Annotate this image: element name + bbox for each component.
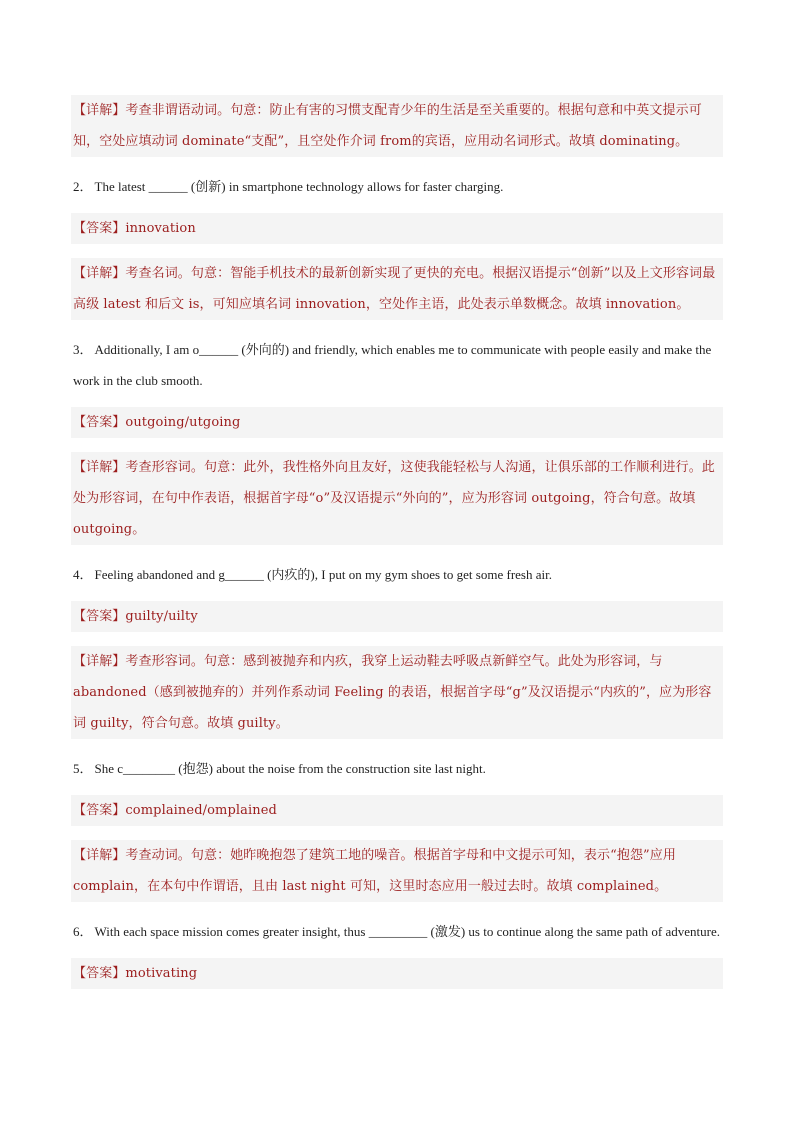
- detail-tag: 【详解】: [73, 103, 126, 118]
- question-2: [71, 171, 723, 202]
- answer-text: innovation: [125, 221, 196, 236]
- question-text-before: She c: [94, 761, 124, 776]
- answer-box-6: [71, 958, 723, 989]
- question-number: 6．: [73, 924, 93, 939]
- question-text-before: Additionally, I am o: [94, 342, 200, 357]
- answer-tag: 【答案】: [73, 966, 126, 981]
- detail-text: 考查非谓语动词。句意：防止有害的习惯支配青少年的生活是至关重要的。根据句意和中英文提示可知，空处应填动词 dominate“支配”，且空处作介词 from的宾语，应用动名词形式。故填 dominating。: [73, 103, 702, 149]
- question-number: 4．: [73, 567, 93, 582]
- answer-text: outgoing/utgoing: [125, 415, 241, 430]
- detail-text: 考查名词。句意：智能手机技术的最新创新实现了更快的充电。根据汉语提示“创新”以及上文形容词最高级 latest 和后文 is，可知应填名词 innovation，空处作主语，此处表示单数概念。故填 innovation。: [73, 266, 716, 312]
- detail-text: 考查形容词。句意：此外，我性格外向且友好，这使我能轻松与人沟通，让俱乐部的工作顺利进行。此处为形容词，在句中作表语，根据首字母“o”及汉语提示“外向的”，应为形容词 outgoing，符合句意。故填 outgoing。: [73, 460, 715, 537]
- question-text-after: (创新) in smartphone technology allows for faster charging.: [187, 179, 504, 194]
- answer-tag: 【答案】: [73, 609, 126, 624]
- detail-box-3: [71, 452, 723, 545]
- question-blank: ______: [224, 567, 264, 582]
- answer-tag: 【答案】: [73, 415, 126, 430]
- question-text-before: With each space mission comes greater insight, thus: [94, 924, 369, 939]
- detail-box-4: [71, 646, 723, 739]
- detail-tag: 【详解】: [73, 654, 126, 669]
- question-blank: ________: [123, 761, 176, 776]
- question-text-after: (内疚的), I put on my gym shoes to get some fresh air.: [263, 567, 552, 582]
- question-text-before: The latest: [94, 179, 149, 194]
- question-blank: ______: [148, 179, 188, 194]
- detail-text: 考查动词。句意：她昨晚抱怨了建筑工地的噪音。根据首字母和中文提示可知，表示“抱怨”应用 complain，在本句中作谓语，且由 last night 可知，这里时态应用一般过去时。故填 complained。: [73, 848, 676, 894]
- question-text-after: (激发) us to continue along the same path of adventure.: [427, 924, 721, 939]
- answer-text: complained/omplained: [125, 803, 277, 818]
- detail-box-2: [71, 258, 723, 320]
- question-text-after: (抱怨) about the noise from the construction site last night.: [175, 761, 486, 776]
- question-number: 3．: [73, 342, 93, 357]
- answer-box-4: [71, 601, 723, 632]
- question-5: [71, 753, 723, 784]
- question-3: [71, 334, 723, 396]
- question-4: [71, 559, 723, 590]
- answer-text: motivating: [125, 966, 198, 981]
- answer-tag: 【答案】: [73, 221, 126, 236]
- question-number: 2．: [73, 179, 93, 194]
- detail-tag: 【详解】: [73, 266, 126, 281]
- detail-box-1: [71, 95, 723, 157]
- answer-box-5: [71, 795, 723, 826]
- answer-box-3: [71, 407, 723, 438]
- question-6: [71, 916, 723, 947]
- detail-text: 考查形容词。句意：感到被抛弃和内疚，我穿上运动鞋去呼吸点新鲜空气。此处为形容词，与 abandoned（感到被抛弃的）并列作系动词 Feeling 的表语，根据首字母“g”及汉语提示“内疚的”，应为形容词 guilty，符合句意。故填 guilty。: [73, 654, 712, 731]
- answer-text: guilty/uilty: [125, 609, 198, 624]
- question-text-after: (外向的) and friendly, which enables me to communicate with people easily and make the work in the club smooth.: [73, 342, 712, 388]
- question-number: 5．: [73, 761, 93, 776]
- question-blank: ______: [199, 342, 239, 357]
- question-text-before: Feeling abandoned and g: [94, 567, 225, 582]
- detail-tag: 【详解】: [73, 460, 126, 475]
- question-blank: _________: [368, 924, 428, 939]
- page-content: [71, 95, 723, 1003]
- detail-tag: 【详解】: [73, 848, 126, 863]
- answer-tag: 【答案】: [73, 803, 126, 818]
- answer-box-2: [71, 213, 723, 244]
- detail-box-5: [71, 840, 723, 902]
